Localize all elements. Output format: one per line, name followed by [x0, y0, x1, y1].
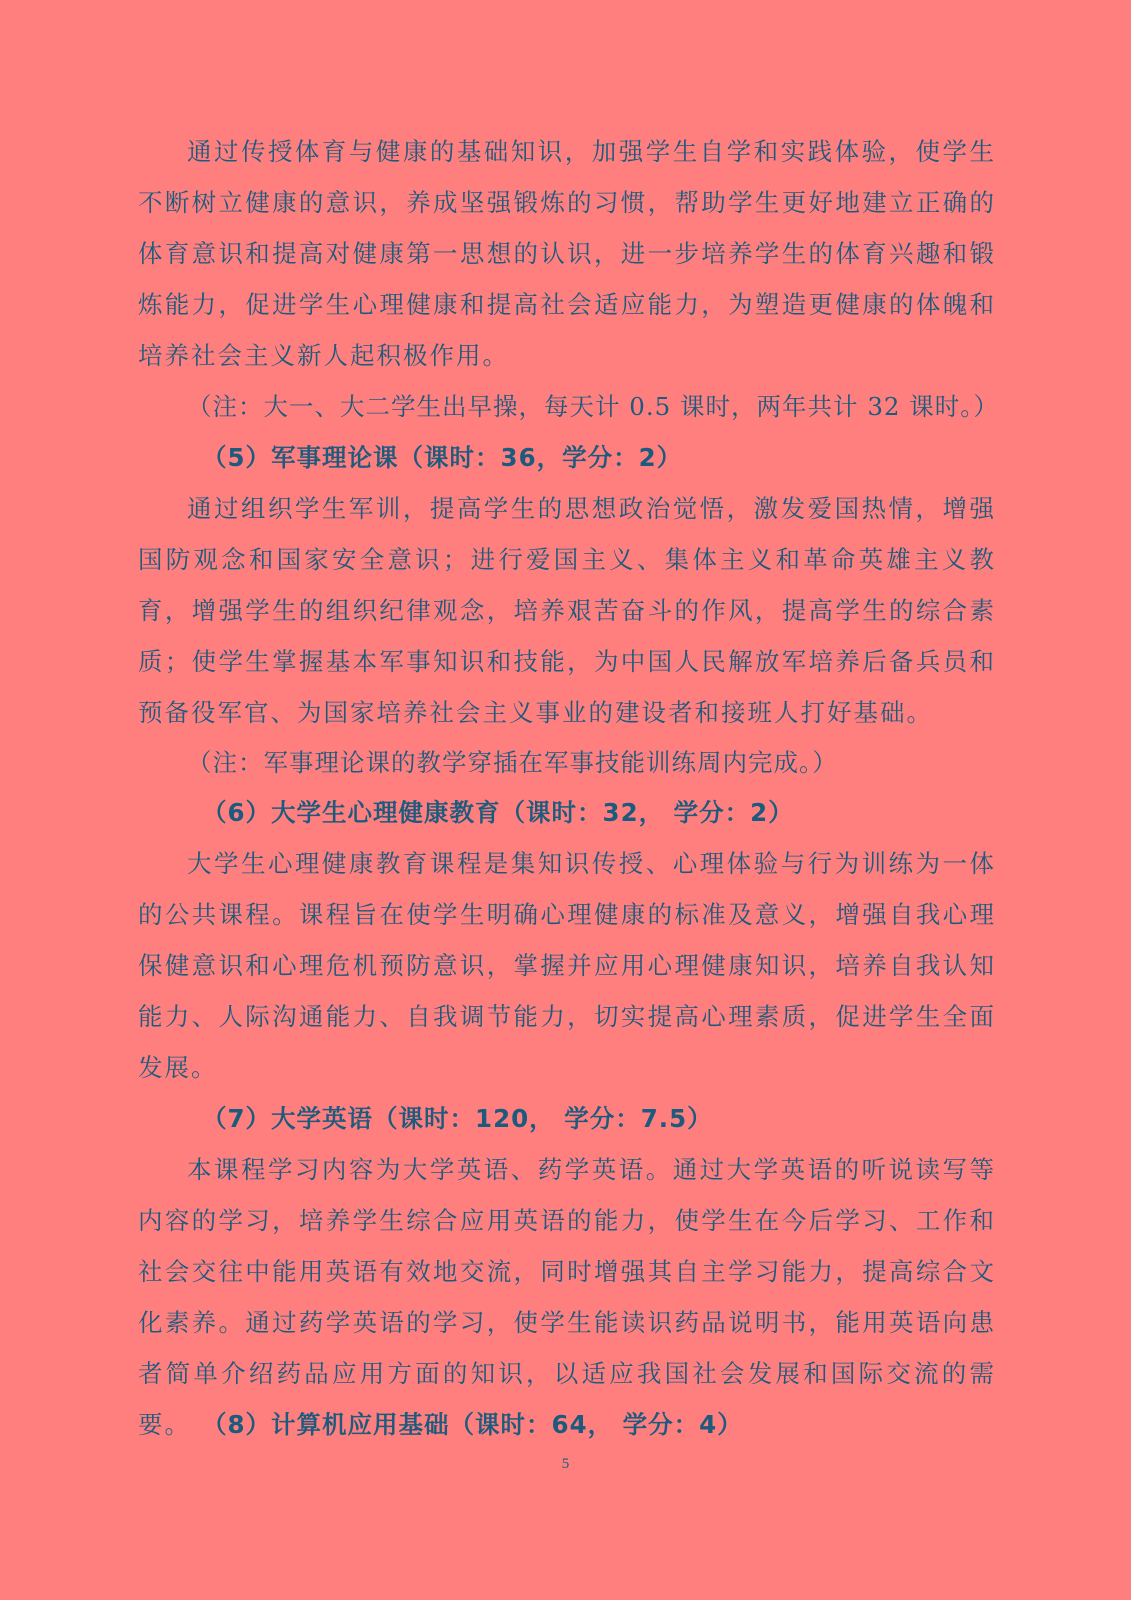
heading-computer-basics: （8）计算机应用基础（课时：64， 学分：4） — [202, 1410, 743, 1439]
paragraph-college-english: 本课程学习内容为大学英语、药学英语。通过大学英语的听说读写等内容的学习，培养学生综合应用英语的能力，使学生在今后学习、工作和社会交往中能用英语有效地交流，同时增强其自主学习能力，提高综合文化素养。通过药学英语的学习，使学生能读识药品说明书，能用英语向患者简单介绍药品应用方面的知识，以适应我国社会发展和国际交流的需要。 — [138, 1155, 996, 1439]
page-number: 5 — [561, 1456, 570, 1472]
heading-military-theory: （5）军事理论课（课时：36，学分：2） — [202, 443, 683, 472]
note-morning-exercise: （注：大一、大二学生出早操，每天计 0.5 课时，两年共计 32 课时。） — [187, 392, 1000, 421]
paragraph-military-theory: 通过组织学生军训，提高学生的思想政治觉悟，激发爱国热情，增强国防观念和国家安全意识；进行爱国主义、集体主义和革命英雄主义教育，增强学生的组织纪律观念，培养艰苦奋斗的作风，提高学生的综合素质；使学生掌握基本军事知识和技能，为中国人民解放军培养后备兵员和预备役军官、为国家培养社会主义事业的建设者和接班人打好基础。 — [138, 494, 996, 727]
heading-mental-health: （6）大学生心理健康教育（课时：32， 学分：2） — [202, 798, 794, 827]
heading-college-english: （7）大学英语（课时：120， 学分：7.5） — [202, 1104, 713, 1133]
paragraph-physical-education: 通过传授体育与健康的基础知识，加强学生自学和实践体验，使学生不断树立健康的意识，养成坚强锻炼的习惯，帮助学生更好地建立正确的体育意识和提高对健康第一思想的认识，进一步培养学生的体育兴趣和锻炼能力，促进学生心理健康和提高社会适应能力，为塑造更健康的体魄和培养社会主义新人起积极作用。 — [138, 137, 996, 370]
note-military-theory: （注：军事理论课的教学穿插在军事技能训练周内完成。） — [187, 748, 838, 777]
paragraph-mental-health: 大学生心理健康教育课程是集知识传授、心理体验与行为训练为一体的公共课程。课程旨在使学生明确心理健康的标准及意义，增强自我心理保健意识和心理危机预防意识，掌握并应用心理健康知识，培养自我认知能力、人际沟通能力、自我调节能力，切实提高心理素质，促进学生全面发展。 — [138, 849, 996, 1082]
